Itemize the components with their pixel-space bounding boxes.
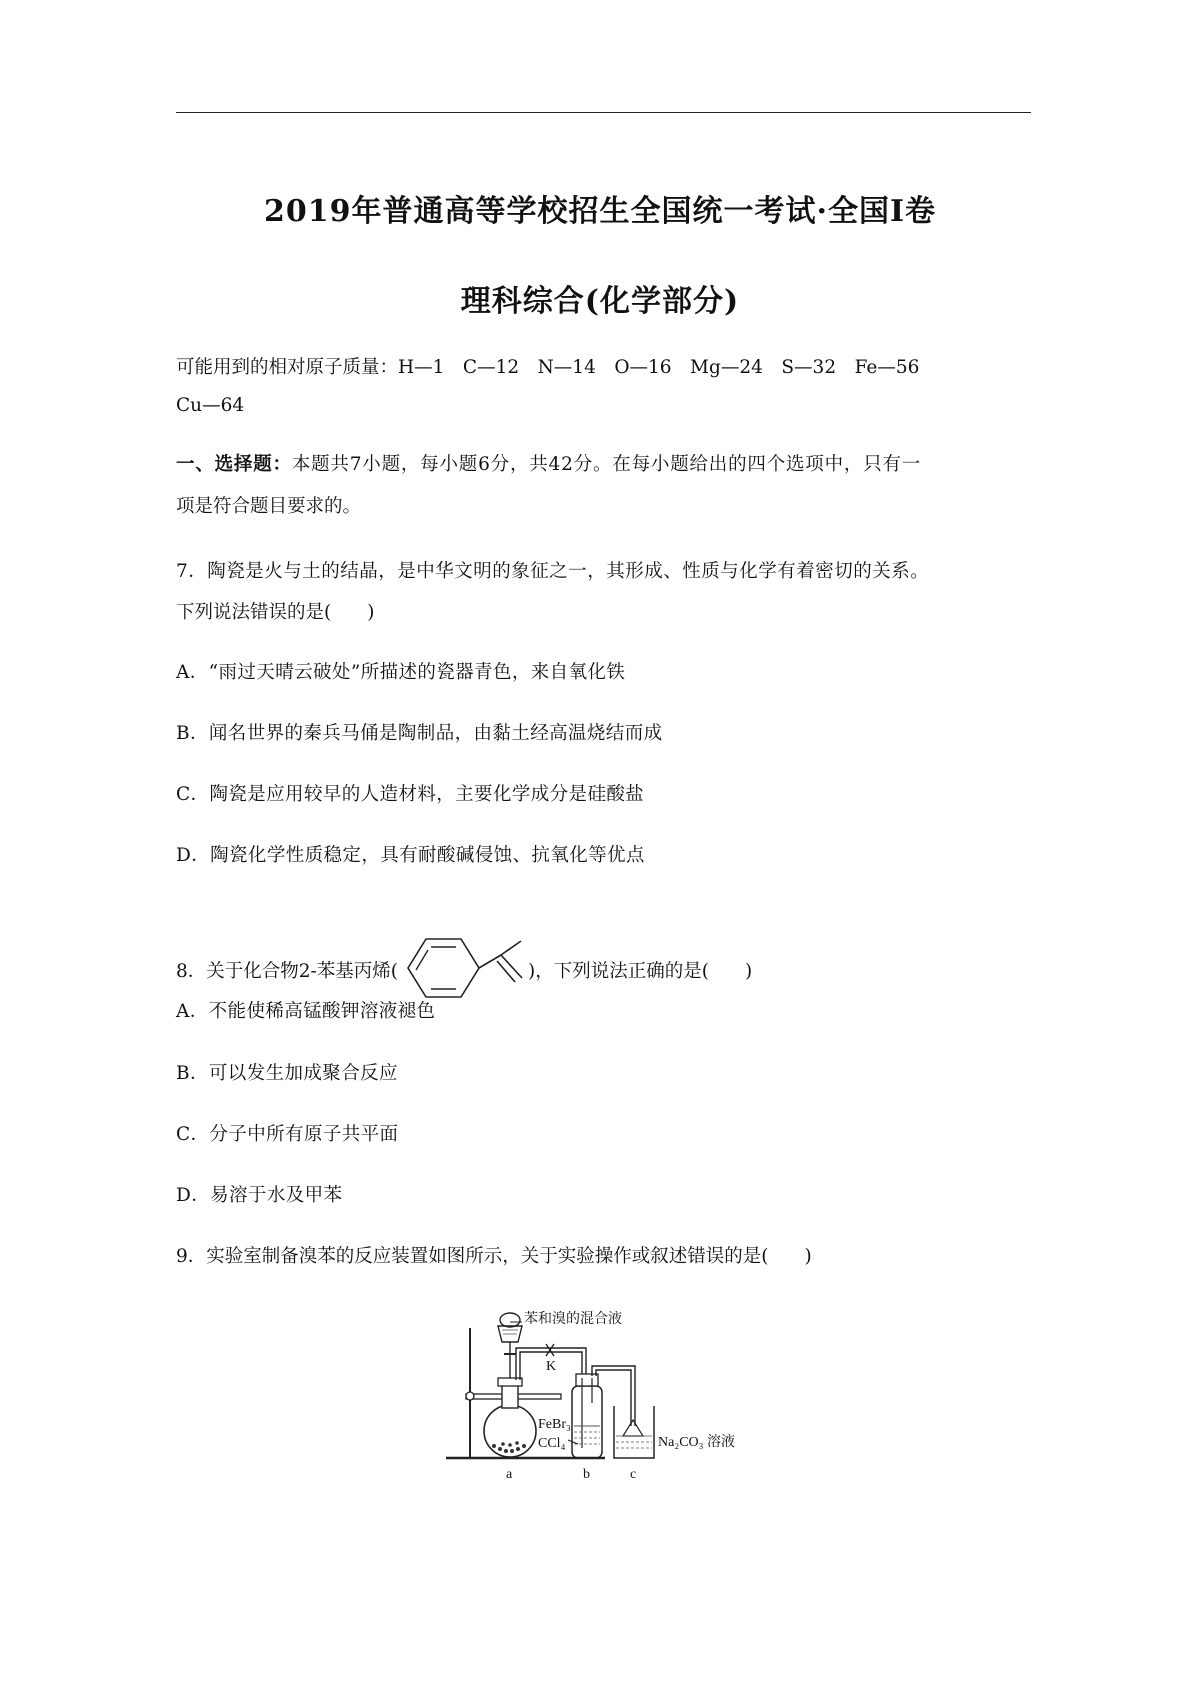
atomic-masses-line-2: Cu—64 xyxy=(176,395,245,416)
paren-close: ) xyxy=(367,602,375,623)
atomic-masses-values: H—1 C—12 N—14 O—16 Mg—24 S—32 Fe—56 xyxy=(398,357,920,378)
bromobenzene-apparatus-diagram xyxy=(440,1308,780,1483)
label-mixture: 苯和溴的混合液 xyxy=(524,1312,622,1327)
question-7-option-c: C．陶瓷是应用较早的人造材料，主要化学成分是硅酸盐 xyxy=(176,784,645,805)
flask-a xyxy=(484,1405,536,1457)
question-8-option-b: B．可以发生加成聚合反应 xyxy=(176,1063,398,1084)
section-intro xyxy=(176,450,921,476)
question-7-option-d: D．陶瓷化学性质稳定，具有耐酸碱侵蚀、抗氧化等优点 xyxy=(176,845,645,866)
question-7-option-a: A．“雨过天晴云破处”所描述的瓷器青色，来自氧化铁 xyxy=(176,662,626,683)
question-9-stem xyxy=(176,1242,812,1268)
question-7-stem: 7．陶瓷是火与土的结晶，是中华文明的象征之一，其形成、性质与化学有着密切的关系。 xyxy=(176,561,930,582)
atomic-masses-label: 可能用到的相对原子质量： xyxy=(176,357,399,378)
section-intro-line-2: 项是符合题目要求的。 xyxy=(176,496,362,517)
paren-close: ) xyxy=(744,961,753,982)
label-valve: K xyxy=(546,1359,557,1374)
paren-close: ) xyxy=(804,1246,812,1267)
beaker-c xyxy=(614,1406,654,1458)
inverted-funnel-icon xyxy=(623,1420,643,1436)
top-rule xyxy=(176,112,1031,113)
iron-filings xyxy=(492,1441,526,1453)
label-catalyst: FeBr₃ xyxy=(538,1417,571,1432)
question-8-option-d: D．易溶于水及甲苯 xyxy=(176,1185,343,1206)
2-phenylpropene-structure-icon xyxy=(398,933,528,1003)
atomic-masses-line xyxy=(176,353,919,379)
section-heading: 一、选择题： xyxy=(176,454,292,475)
question-8-prompt-end: )，下列说法正确的是( xyxy=(528,961,709,982)
question-8-prompt-start: 8．关于化合物2-苯基丙烯( xyxy=(176,961,399,982)
label-solution: Na₂CO₃ 溶液 xyxy=(658,1435,736,1450)
bottle-b xyxy=(572,1386,602,1458)
label-solvent: CCl₄ xyxy=(538,1436,566,1451)
label-b: b xyxy=(583,1467,590,1482)
exam-subtitle: 理科综合(化学部分) xyxy=(460,284,740,319)
section-intro-text: 本题共7小题，每小题6分，共42分。在每小题给出的四个选项中，只有一 xyxy=(291,454,922,475)
question-7-stem-line-2 xyxy=(176,598,374,624)
exam-title: 2019年普通高等学校招生全国统一考试·全国Ⅰ卷 xyxy=(264,194,936,229)
question-9-prompt: 9．实验室制备溴苯的反应装置如图所示，关于实验操作或叙述错误的是( xyxy=(176,1246,769,1267)
question-8-option-c: C．分子中所有原子共平面 xyxy=(176,1124,399,1145)
question-7-prompt: 下列说法错误的是( xyxy=(176,602,332,623)
label-a: a xyxy=(506,1467,513,1482)
question-8-option-a: A．不能使稀高锰酸钾溶液褪色 xyxy=(176,1001,436,1022)
question-7-option-b: B．闻名世界的秦兵马俑是陶制品，由黏土经高温烧结而成 xyxy=(176,723,663,744)
label-c: c xyxy=(630,1467,637,1482)
